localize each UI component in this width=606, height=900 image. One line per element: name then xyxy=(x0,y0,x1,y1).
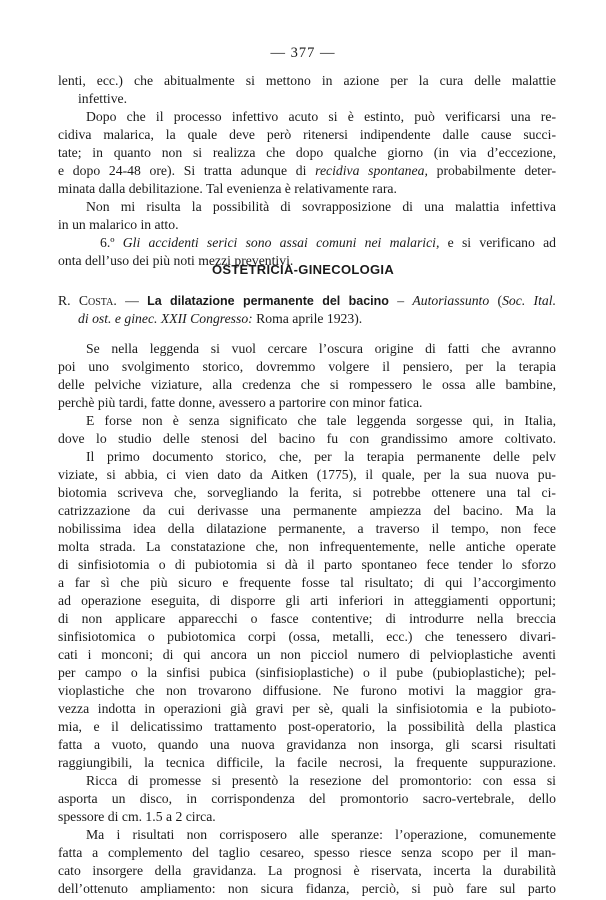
text-line: vezza indotta in operazioni già gravi per sè, quali la sinfisiotomia e la pubioto- xyxy=(58,701,556,716)
author-initial: R. xyxy=(58,293,71,308)
italic-term: recidiva spontanea, xyxy=(315,163,428,178)
text-span: e si verificano ad xyxy=(447,235,557,250)
separator: – xyxy=(388,293,413,308)
journal: Soc. Ital. xyxy=(502,293,556,308)
citation-line-1 xyxy=(58,292,556,310)
text-line: a far sì che più sicuro e frequente fosse tal risultato; di qui l’accorgimento xyxy=(58,575,556,590)
text-line: Dopo che il processo infettivo acuto si è estinto, può verificarsi una re- xyxy=(86,109,556,124)
item-number: 6.º xyxy=(100,235,115,250)
article-title: La dilatazione permanente del bacino xyxy=(147,294,389,308)
citation-line-2 xyxy=(78,310,556,328)
text-line: raggiungibili, la tecnica difficile, la facile necrosi, la frequente suppurazione. xyxy=(58,755,556,770)
dash: — xyxy=(116,293,148,308)
text-line: catrizzazione da cui derivasse una permanente ampiezza del bacino. Ma la xyxy=(58,503,556,518)
section-heading: OSTETRICIA-GINECOLOGIA xyxy=(211,262,395,277)
text-line xyxy=(100,234,556,252)
text-line: infettive. xyxy=(78,91,128,106)
text-line: dove lo studio delle stenosi del bacino fu con grandissimo amore coltivato. xyxy=(58,431,556,446)
journal-cont: di ost. e ginec. XXII Congresso: xyxy=(78,311,253,326)
citation-date: Roma aprile 1923). xyxy=(252,311,363,326)
text-line: viziate, si abbia, ci vien dato da Aitken (1775), il quale, per la sua nuova pu- xyxy=(58,467,556,482)
text-line: tate; in quanto non si realizza che dopo qualche giorno (in via d’eccezione, xyxy=(58,145,556,160)
italic-phrase: Gli accidenti serici sono assai comuni nei malarici, xyxy=(122,235,440,250)
page-number: — 377 — xyxy=(270,45,336,61)
text-line xyxy=(58,162,556,180)
text-line: di sinfisiotomia o di pubiotomia si dà il parto spontaneo fece tender lo sforzo xyxy=(58,557,556,572)
text-line: poi uno svolgimento storico, dovremmo volgere il pensiero, per la terapia xyxy=(58,359,556,374)
text-line: mia, e il delicatissimo trattamento post-operatorio, la possibilità della plastica xyxy=(58,719,556,734)
text-line: in un malarico in atto. xyxy=(58,217,179,232)
text-line: ad operazione eseguita, di disporre gli arti inferiori in atteggiamenti opportuni; xyxy=(58,593,556,608)
author-name: Costa. xyxy=(78,293,117,308)
text-line: lenti, ecc.) che abitualmente si mettono in azione per la cura delle malattie xyxy=(58,73,556,88)
text-line: spessore di cm. 1.5 a 2 circa. xyxy=(58,809,216,824)
text-line: molta strada. La constatazione che, non infrequentemente, nelle antiche operate xyxy=(58,539,556,554)
text-line: nobilissima idea della dilatazione permanente, a traverso il tempo, non fece xyxy=(58,521,556,536)
text-line: fatta a complemento del taglio cesareo, spesso riesce senza scopo per il man- xyxy=(58,845,556,860)
text-span: probabilmente deter- xyxy=(436,163,557,178)
text-line: onta dell’uso dei più noti mezzi preventivi. xyxy=(58,253,294,268)
text-line: dell’ottenuto ampliamento: non sicura fidanza, perciò, si può fare sul parto xyxy=(58,881,556,896)
text-line: di non applicare apparecchi o fasce contentive; di introdurre nella breccia xyxy=(58,611,556,626)
text-line: Ma i risultati non corrisposero alle speranze: l’operazione, comunemente xyxy=(86,827,556,842)
text-line: delle pelviche viziature, alla credenza che si rompessero le ossa alle bambine, xyxy=(58,377,556,392)
text-line: perchè più tardi, fatte donne, avessero a partorire con minor fatica. xyxy=(58,395,423,410)
text-line: fatta a vuoto, quando una nuova gravidanza non insorga, gli scarsi risultati xyxy=(58,737,556,752)
text-line: cidiva malarica, la quale deve però ritenersi indipendente dalle cause succi- xyxy=(58,127,556,142)
text-line: per campo o la sinfisi pubica (sinfisioplastiche) o il pube (pubioplastiche); pel- xyxy=(58,665,556,680)
text-line: Non mi risulta la possibilità di sovrapposizione di una malattia infettiva xyxy=(86,199,556,214)
text-line: E forse non è senza significato che tale leggenda sorgesse qui, in Italia, xyxy=(86,413,556,428)
text-line: biotomia scriveva che, sorvegliando la ferita, si potrebbe ottenere una tal ci- xyxy=(58,485,556,500)
text-line: cato insorgere della gravidanza. La prognosi è riservata, incerta la durabilità xyxy=(58,863,556,878)
text-line: vioplastiche che non trovarono diffusione. Ne furono motivi la maggior gra- xyxy=(58,683,556,698)
text-line: Ricca di promesse si presentò la resezione del promontorio: con essa si xyxy=(86,773,556,788)
text-line: cati i monconi; di qui ancora un non picciol numero di pelvioplastiche aventi xyxy=(58,647,556,662)
paren: ( xyxy=(489,293,503,308)
text-line: asporta un disco, in corrispondenza del promontorio sacro-vertebrale, dello xyxy=(58,791,556,806)
text-span: e dopo 24-48 ore). Si tratta adunque di xyxy=(58,163,307,178)
text-line: Se nella leggenda si vuol cercare l’oscura origine di fatti che avranno xyxy=(86,341,556,356)
text-line: Il primo documento storico, che, per la terapia permanente delle pelv xyxy=(86,449,556,464)
note-italic: Autoriassunto xyxy=(412,293,490,308)
text-line: minata dalla debilitazione. Tal evenienza è relativamente rara. xyxy=(58,181,397,196)
text-line: sinfisiotomica o pubiotomica corpi (ossa, metalli, ecc.) che tenessero divari- xyxy=(58,629,556,644)
